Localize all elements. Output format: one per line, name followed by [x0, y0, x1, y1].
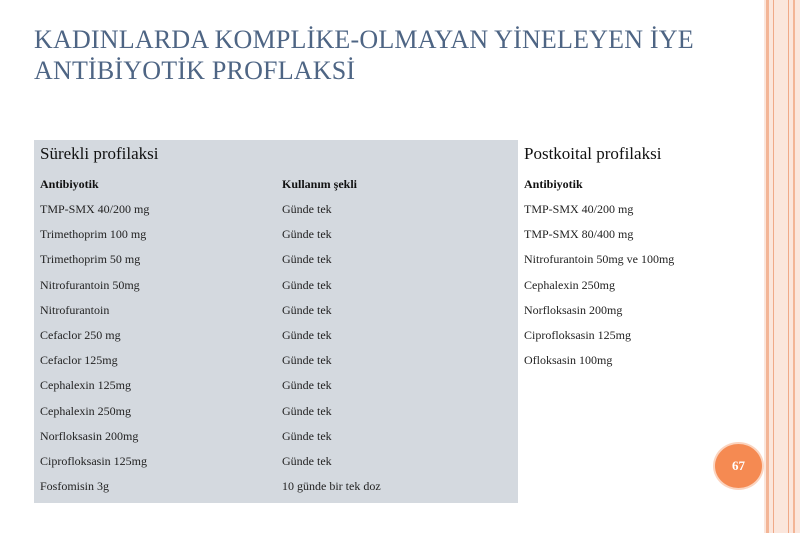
- continuous-row-drug: Cefaclor 125mg: [40, 353, 118, 368]
- continuous-prophylaxis-heading: Sürekli profilaksi: [40, 144, 159, 163]
- postcoital-row-drug: TMP-SMX 40/200 mg: [524, 202, 634, 216]
- postcoital-prophylaxis-heading: Postkoital profilaksi: [524, 144, 662, 163]
- continuous-row-usage: Günde tek: [282, 428, 332, 443]
- postcoital-row-drug: Ciprofloksasin 125mg: [524, 328, 631, 342]
- continuous-row-usage: Günde tek: [282, 403, 332, 418]
- continuous-row-usage: Günde tek: [282, 252, 332, 267]
- continuous-row-usage: Günde tek: [282, 454, 332, 468]
- continuous-row-drug: Norfloksasin 200mg: [40, 428, 139, 443]
- continuous-row-drug: Cefaclor 250 mg: [40, 328, 121, 342]
- column-header-usage: Kullanım şekli: [282, 177, 358, 191]
- continuous-row-usage: Günde tek: [282, 378, 332, 393]
- continuous-prophylaxis-table: [34, 140, 518, 503]
- slide-title-line-2: ANTİBİYOTİK PROFLAKSİ: [34, 56, 356, 85]
- postcoital-row-drug: TMP-SMX 80/400 mg: [524, 227, 634, 242]
- continuous-row-drug: Cephalexin 250mg: [40, 403, 131, 418]
- page-number-badge: 67: [715, 444, 762, 488]
- column-header-antibiotic: Antibiyotik: [40, 177, 99, 191]
- postcoital-row-drug: Cephalexin 250mg: [524, 277, 615, 292]
- continuous-row-drug: TMP-SMX 40/200 mg: [40, 202, 150, 216]
- slide-title: [34, 24, 774, 86]
- continuous-row-drug: Fosfomisin 3g: [40, 479, 110, 494]
- continuous-row-usage: Günde tek: [282, 227, 332, 242]
- continuous-row-drug: Trimethoprim 50 mg: [40, 252, 141, 267]
- slide-title-line-1: KADINLARDA KOMPLİKE-OLMAYAN YİNELEYEN İYE: [34, 25, 694, 54]
- continuous-row-usage: Günde tek: [282, 202, 332, 216]
- continuous-row-usage: Günde tek: [282, 277, 332, 292]
- continuous-row-drug: Nitrofurantoin 50mg: [40, 277, 140, 292]
- continuous-row-usage: Günde tek: [282, 328, 332, 342]
- continuous-row-usage: Günde tek: [282, 353, 332, 368]
- postcoital-row-drug: Ofloksasin 100mg: [524, 353, 613, 368]
- continuous-row-drug: Cephalexin 125mg: [40, 378, 131, 393]
- continuous-row-drug: Ciprofloksasin 125mg: [40, 454, 147, 468]
- continuous-row-usage: Günde tek: [282, 302, 332, 317]
- postcoital-row-drug: Norfloksasin 200mg: [524, 302, 623, 317]
- continuous-row-drug: Nitrofurantoin: [40, 302, 110, 317]
- postcoital-row-drug: Nitrofurantoin 50mg ve 100mg: [524, 252, 675, 267]
- continuous-row-usage: 10 günde bir tek doz: [282, 479, 381, 494]
- continuous-row-drug: Trimethoprim 100 mg: [40, 227, 147, 242]
- postcoital-column-header-antibiotic: Antibiyotik: [524, 177, 583, 191]
